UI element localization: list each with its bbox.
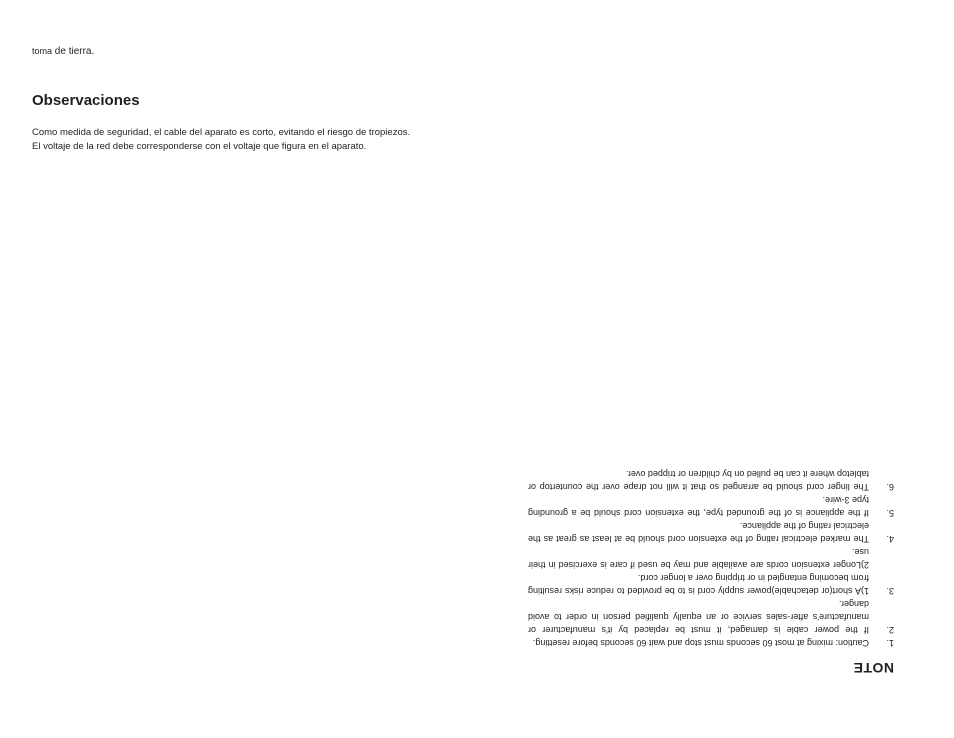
note-number: 1.	[886, 638, 894, 648]
note-number: 4.	[886, 534, 894, 544]
english-note-section	[528, 446, 894, 676]
note-line: The linger cord should be arranged so that it will not drape over the countertop or tabletop where it can be pulled on by children or tripped over.	[528, 469, 869, 492]
note-line: If the power cable is damaged, it must be replaced by it's manufacturer or manufacture's after-sales service or an equally qualified person in order to avoid danger.	[528, 599, 869, 635]
note-line: The marked electrical rating of the extension cord should be at least as great as the electrical rating of the appliance.	[528, 521, 869, 544]
note-text	[528, 636, 869, 649]
note-list	[528, 467, 894, 649]
note-line: 1)A short(or detachable)power supply cord is to be provided to reduce risks resulting from becoming entangled in or tripping over a longer cord.	[528, 573, 869, 596]
observaciones-paragraph-1: Como medida de seguridad, el cable del aparato es corto, evitando el riesgo de tropiezos.	[32, 127, 411, 138]
note-text	[528, 545, 869, 597]
observaciones-paragraph-2: El voltaje de la red debe corresponderse con el voltaje que figura en el aparato.	[32, 141, 367, 152]
note-item-5	[528, 493, 894, 519]
note-number: 3.	[886, 586, 894, 596]
note-item-4	[528, 519, 894, 545]
spanish-section	[32, 44, 428, 154]
note-item-6	[528, 467, 894, 493]
note-number: 2.	[886, 625, 894, 635]
note-line: If the appliance is of the grounded type, the extension cord should be a grounding type 3-wire.	[528, 495, 869, 518]
note-text	[528, 467, 869, 493]
note-item-1	[528, 636, 894, 649]
observaciones-heading: Observaciones	[32, 92, 140, 109]
note-line: 2)Longer extension cords are available and may be used if care is exercised in their use.	[528, 547, 869, 570]
note-text	[528, 597, 869, 636]
intro-rest: de tierra.	[52, 46, 95, 57]
note-heading: NOTE	[853, 660, 894, 676]
note-text	[528, 493, 869, 519]
note-line: Caution: mixing at most 60 seconds must stop and wait 60 seconds before resetting.	[532, 638, 869, 648]
note-text	[528, 519, 869, 545]
observaciones-body	[32, 126, 428, 154]
note-item-2	[528, 597, 894, 636]
intro-word: toma	[32, 46, 53, 56]
note-item-3	[528, 545, 894, 597]
note-number: 6.	[886, 482, 894, 492]
note-number: 5.	[886, 508, 894, 518]
intro-line	[32, 44, 428, 59]
